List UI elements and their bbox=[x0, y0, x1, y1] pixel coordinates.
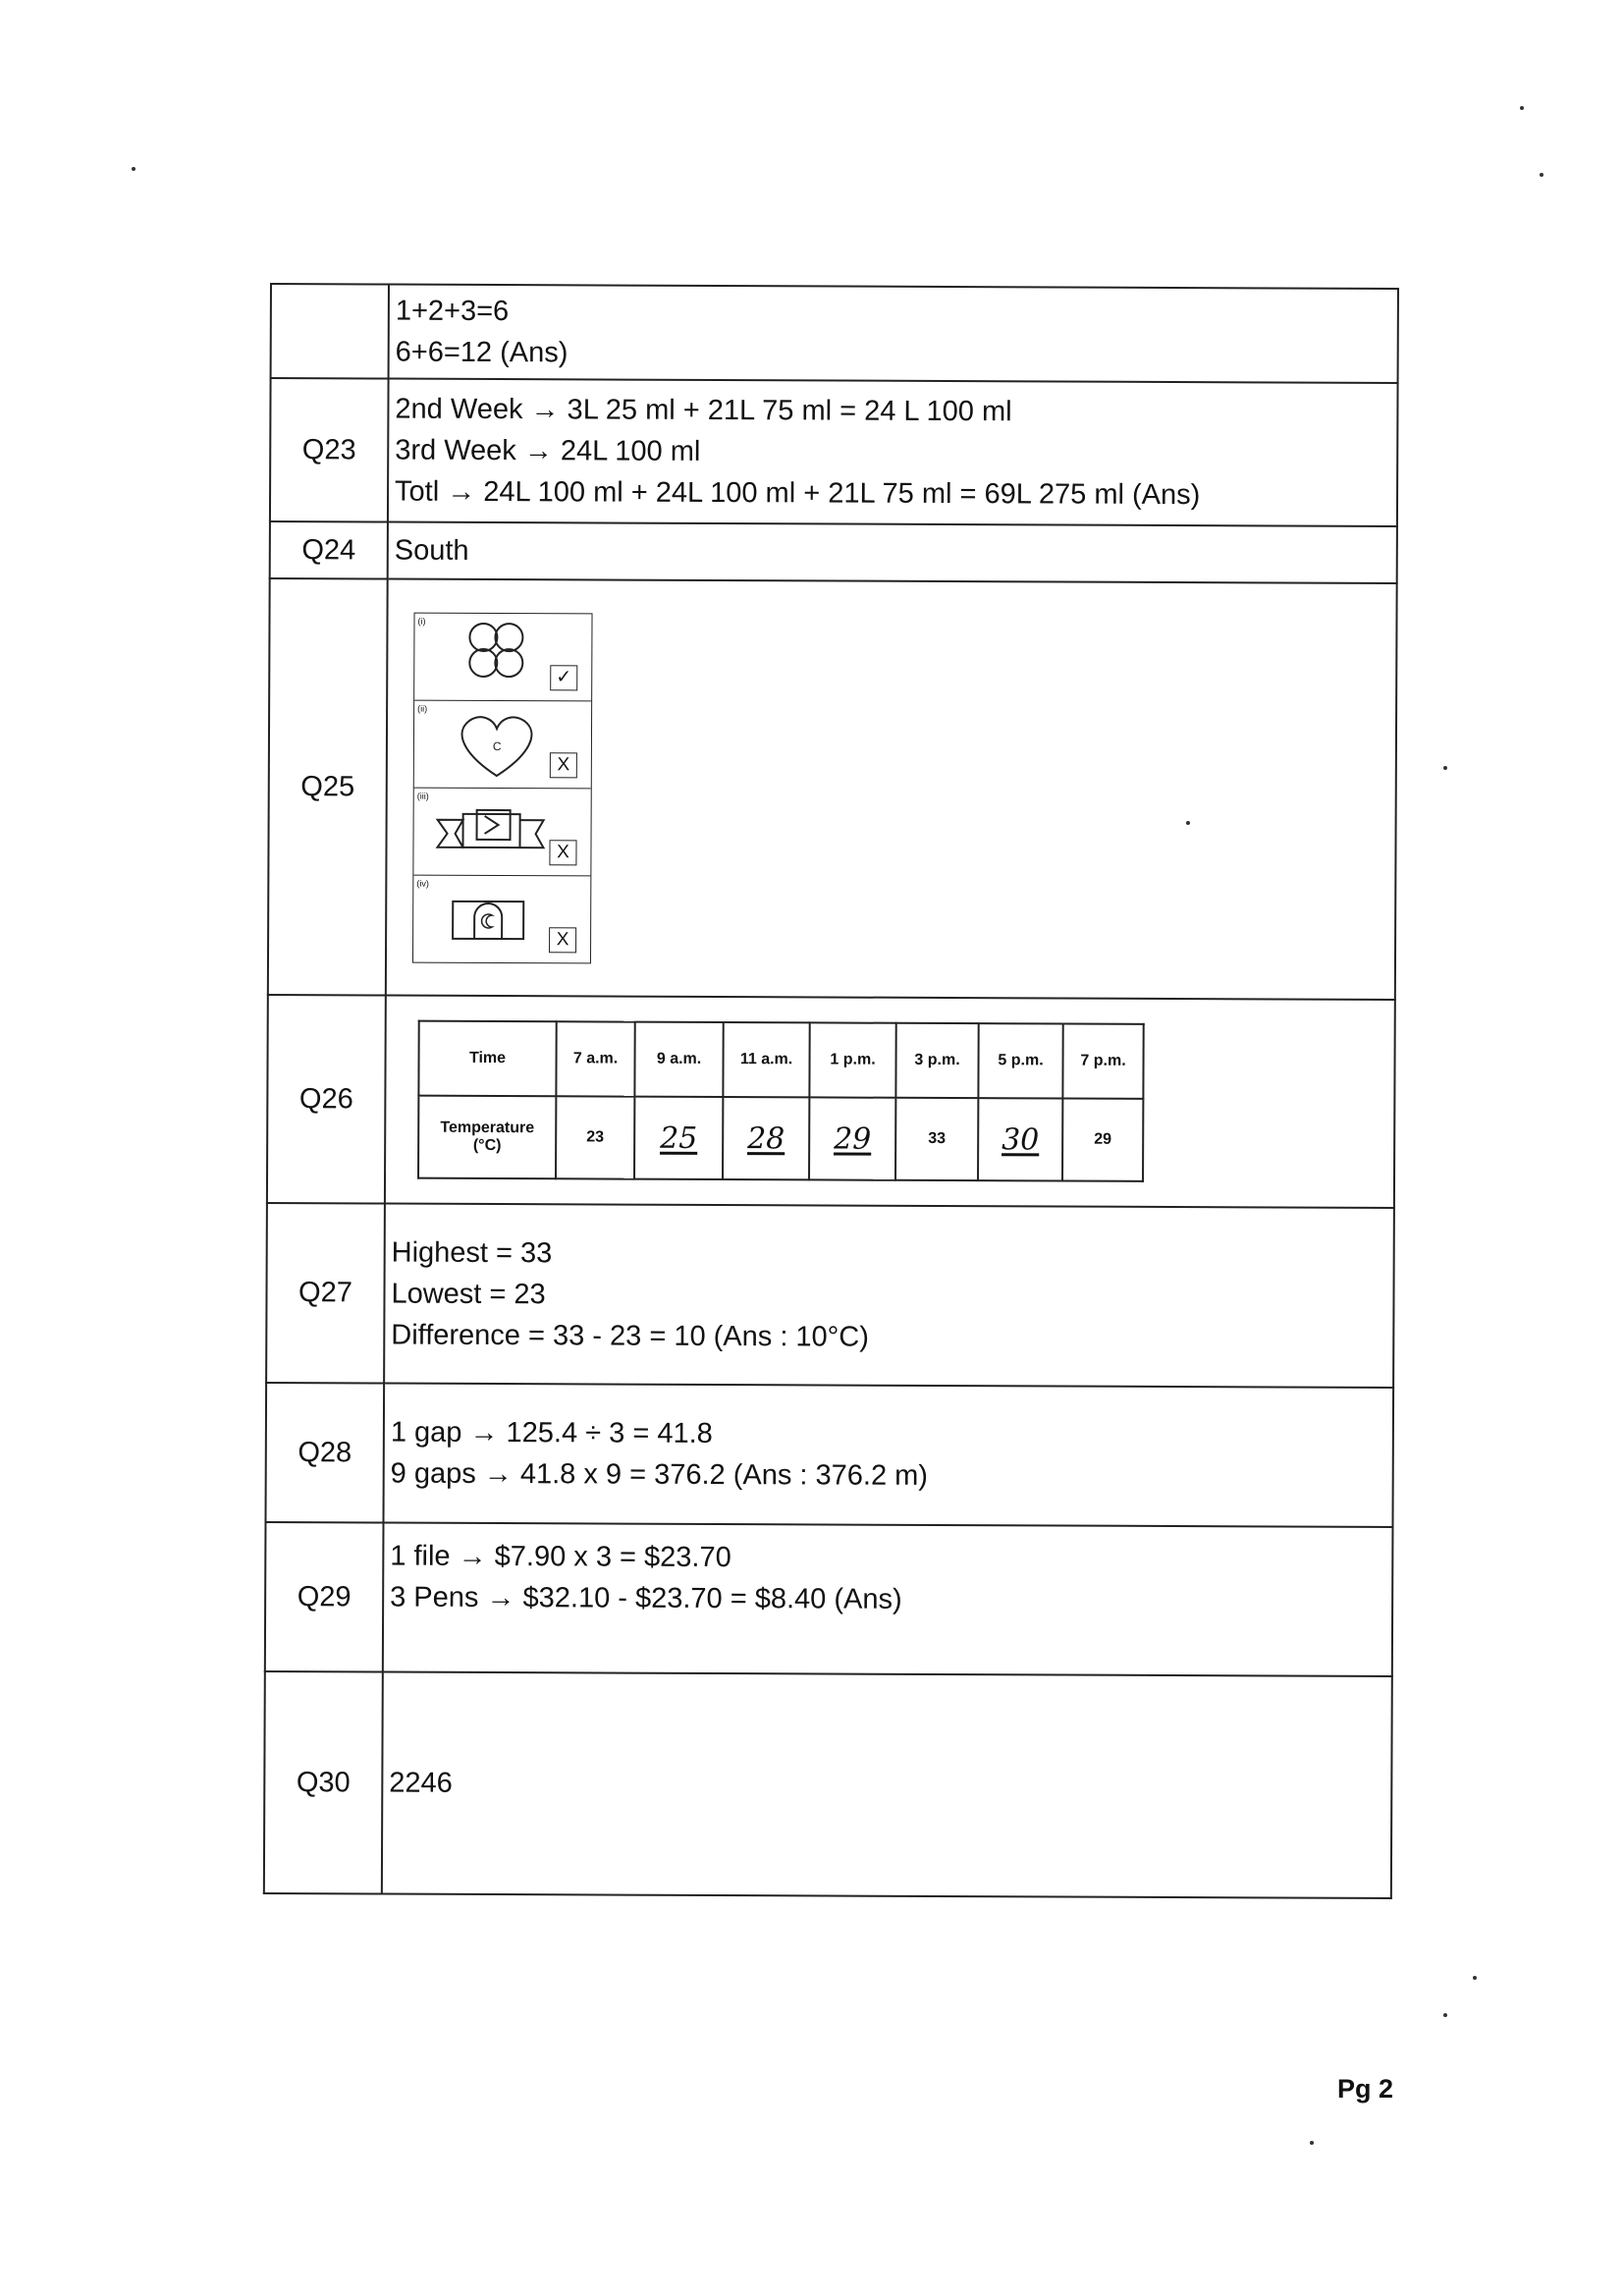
answer-cell bbox=[383, 1523, 1393, 1676]
cross-mark-box: X bbox=[549, 840, 576, 865]
answer-line: 2246 bbox=[389, 1767, 453, 1799]
row-q26 bbox=[267, 995, 1395, 1208]
option-box bbox=[413, 788, 590, 876]
heart-letter: C bbox=[492, 738, 502, 753]
option-tag: (i) bbox=[417, 616, 426, 627]
answer-cell bbox=[386, 579, 1397, 1000]
scan-speck bbox=[1540, 173, 1543, 177]
time-row bbox=[418, 1021, 1143, 1099]
working-line: 2nd Week → 3L 25 ml + 21L 75 ml = 24 L 100 ml bbox=[395, 393, 1012, 428]
cross-mark-box: X bbox=[549, 927, 576, 953]
heart-c-icon bbox=[434, 704, 562, 784]
temperature-row bbox=[418, 1096, 1143, 1181]
working-line: 1 gap → 125.4 ÷ 3 = 41.8 bbox=[390, 1416, 713, 1449]
sigma-banner-icon bbox=[433, 792, 561, 871]
option-box bbox=[413, 875, 590, 962]
temperature-cell: 23 bbox=[556, 1096, 634, 1178]
page-number: Pg 2 bbox=[1337, 2074, 1394, 2104]
symmetry-options bbox=[412, 612, 593, 963]
answer-cell bbox=[388, 379, 1398, 526]
scan-speck bbox=[1310, 2141, 1314, 2145]
row-q28 bbox=[265, 1383, 1393, 1527]
answer-cell bbox=[385, 996, 1395, 1208]
answer-cell bbox=[382, 1672, 1392, 1898]
time-cell: 1 p.m. bbox=[809, 1022, 895, 1097]
row-q25 bbox=[268, 578, 1397, 1000]
row-q29 bbox=[265, 1522, 1393, 1676]
cross-mark-box: X bbox=[550, 752, 577, 778]
working-line: Totl → 24L 100 ml + 24L 100 ml + 21L 75 ml = 69L 275 ml (Ans) bbox=[395, 475, 1201, 512]
scan-speck bbox=[1443, 766, 1447, 770]
time-cell: 5 p.m. bbox=[978, 1023, 1062, 1098]
arch-moon-icon bbox=[433, 879, 561, 958]
option-tag: (iv) bbox=[416, 878, 429, 889]
temperature-cell: 33 bbox=[895, 1098, 978, 1180]
working-line: 6+6=12 (Ans) bbox=[395, 336, 568, 369]
working-line: Highest = 33 bbox=[391, 1236, 553, 1269]
time-cell: 3 p.m. bbox=[895, 1023, 978, 1098]
answer-cell bbox=[388, 522, 1397, 583]
option-box bbox=[414, 700, 591, 789]
question-number-cell: Q25 bbox=[268, 578, 388, 996]
row-q30 bbox=[264, 1671, 1392, 1898]
question-number-cell: Q23 bbox=[270, 378, 389, 522]
question-number-cell bbox=[271, 284, 389, 379]
working-line: 3 Pens → $32.10 - $23.70 = $8.40 (Ans) bbox=[390, 1581, 902, 1615]
temperature-cell-handwritten bbox=[634, 1097, 723, 1179]
temperature-cell-handwritten bbox=[978, 1098, 1062, 1180]
handwritten-value: 28 bbox=[747, 1121, 785, 1156]
question-number-cell: Q27 bbox=[266, 1203, 385, 1384]
working-line: Lowest = 23 bbox=[391, 1278, 546, 1310]
answer-cell bbox=[383, 1384, 1393, 1527]
row-q24 bbox=[270, 521, 1397, 583]
temperature-label: Temperature bbox=[440, 1119, 535, 1137]
working-line: 9 gaps → 41.8 x 9 = 376.2 (Ans : 376.2 m) bbox=[390, 1457, 929, 1492]
option-tag: (iii) bbox=[416, 791, 429, 801]
answer-cell bbox=[389, 285, 1398, 383]
scan-speck bbox=[1520, 106, 1524, 110]
temperature-unit: (°C) bbox=[472, 1136, 502, 1155]
answer-cell bbox=[384, 1204, 1394, 1388]
question-number-cell: Q29 bbox=[265, 1522, 384, 1672]
answer-table bbox=[263, 283, 1399, 1899]
working-line: Difference = 33 - 23 = 10 (Ans : 10°C) bbox=[391, 1319, 870, 1353]
temperature-cell: 29 bbox=[1062, 1099, 1143, 1181]
four-circles-icon bbox=[434, 617, 562, 696]
time-cell: 7 a.m. bbox=[556, 1021, 634, 1096]
row-continued bbox=[271, 284, 1398, 383]
handwritten-value: 30 bbox=[1001, 1121, 1040, 1157]
tick-mark-box: ✓ bbox=[550, 665, 577, 690]
temperature-table bbox=[417, 1020, 1145, 1182]
handwritten-value: 25 bbox=[660, 1121, 698, 1156]
option-tag: (ii) bbox=[417, 703, 428, 714]
answer-line: South bbox=[394, 534, 469, 567]
scan-speck bbox=[1473, 1976, 1477, 1980]
time-cell: 7 p.m. bbox=[1062, 1024, 1143, 1099]
scan-speck bbox=[1186, 821, 1190, 825]
temperature-header bbox=[418, 1096, 556, 1179]
temperature-cell-handwritten bbox=[723, 1097, 809, 1179]
working-line: 1+2+3=6 bbox=[395, 295, 510, 328]
temperature-cell-handwritten bbox=[809, 1097, 895, 1179]
question-number-cell: Q24 bbox=[270, 521, 388, 579]
handwritten-value: 29 bbox=[834, 1121, 872, 1157]
scan-speck bbox=[132, 167, 135, 171]
time-cell: 11 a.m. bbox=[723, 1022, 809, 1097]
question-number-cell: Q26 bbox=[267, 995, 386, 1204]
working-line: 1 file → $7.90 x 3 = $23.70 bbox=[390, 1540, 731, 1574]
question-number-cell: Q30 bbox=[264, 1671, 383, 1894]
time-header: Time bbox=[418, 1021, 556, 1097]
question-number-cell: Q28 bbox=[265, 1383, 384, 1523]
row-q23 bbox=[270, 378, 1398, 526]
scan-speck bbox=[1443, 2013, 1447, 2017]
working-line: 3rd Week → 24L 100 ml bbox=[395, 434, 701, 467]
row-q27 bbox=[266, 1203, 1394, 1388]
option-box bbox=[414, 613, 591, 701]
time-cell: 9 a.m. bbox=[634, 1022, 723, 1097]
